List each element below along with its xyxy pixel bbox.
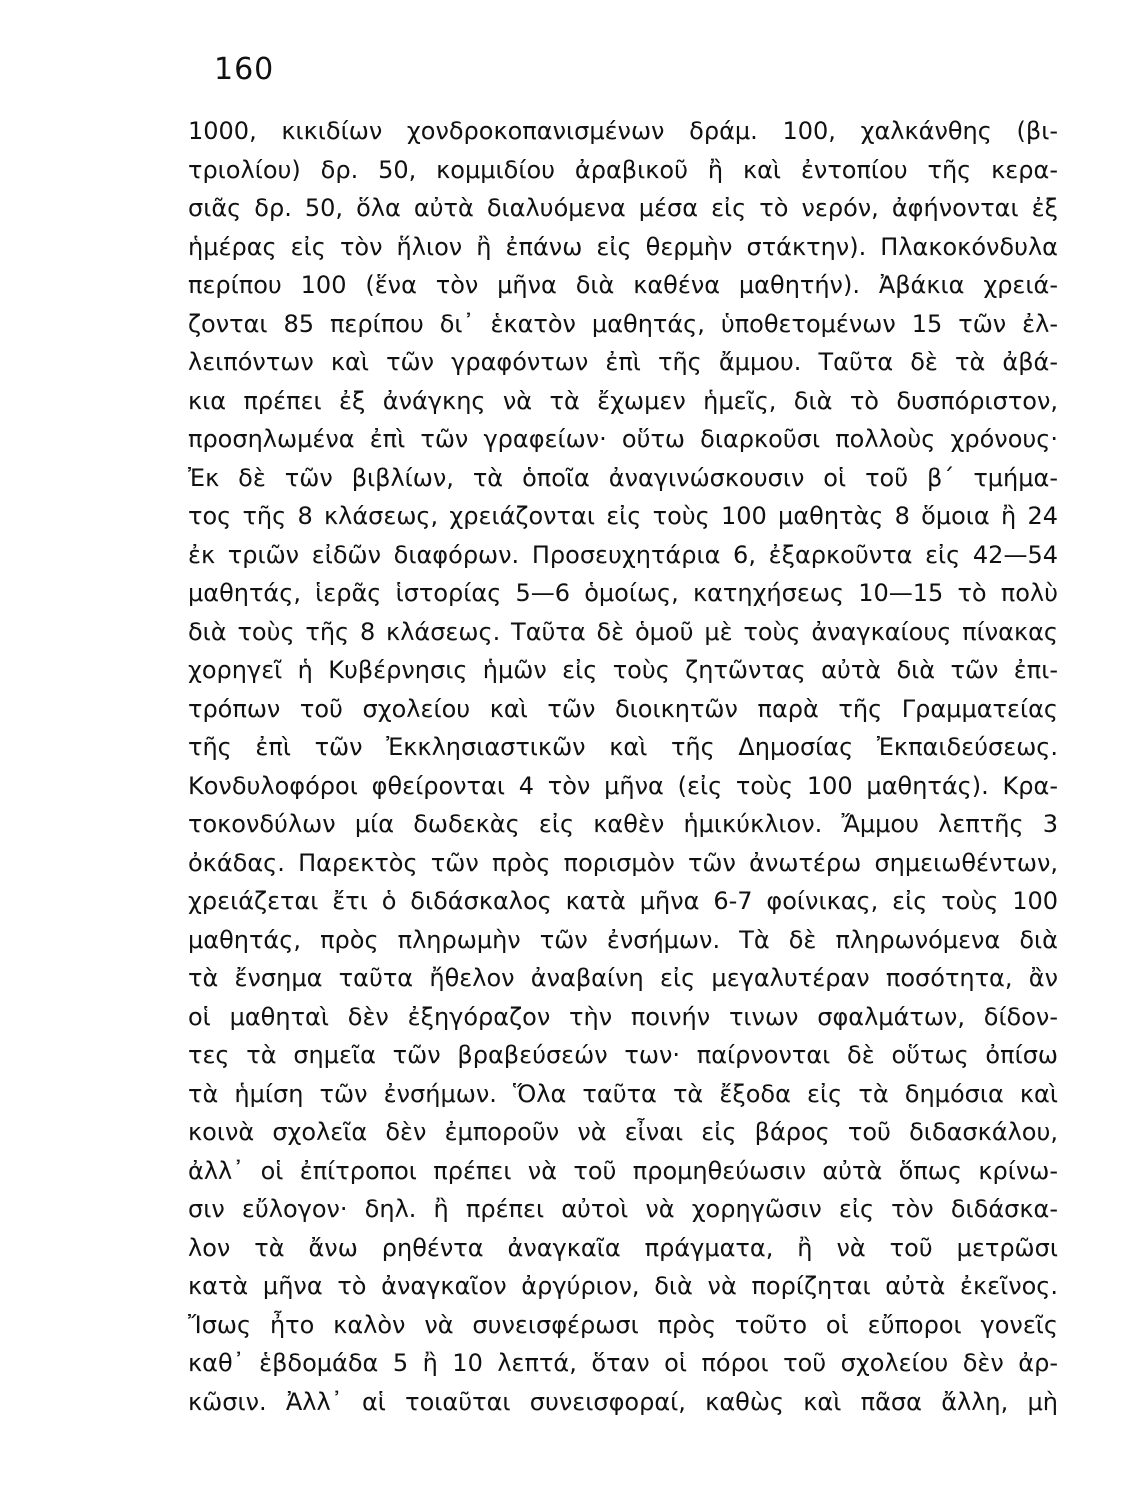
text-line: προσηλωμένα ἐπὶ τῶν γραφείων· οὕτω διαρκοῦσι πολλοὺς χρόνους·: [188, 425, 1058, 453]
text-line: ἡμέρας εἰς τὸν ἥλιον ἢ ἐπάνω εἰς θερμὴν στάκτην). Πλακοκόνδυλα: [188, 232, 1058, 261]
text-line: τριολίου) δρ. 50, κομμιδίου ἀραβικοῦ ἢ καὶ ἐντοπίου τῆς κερα-: [188, 155, 1058, 184]
text-line: Ἐκ δὲ τῶν βιβλίων, τὰ ὁποῖα ἀναγινώσκουσιν οἱ τοῦ β΄ τμήμα-: [188, 463, 1058, 492]
body-text: [188, 112, 1058, 1421]
text-line: κατὰ μῆνα τὸ ἀναγκαῖον ἀργύριον, διὰ νὰ πορίζηται αὐτὰ ἐκεῖνος.: [188, 1272, 1058, 1300]
text-line: κοινὰ σχολεῖα δὲν ἐμποροῦν νὰ εἶναι εἰς βάρος τοῦ διδασκάλου,: [188, 1118, 1058, 1146]
text-line: χορηγεῖ ἡ Κυβέρνησις ἡμῶν εἰς τοὺς ζητῶντας αὐτὰ διὰ τῶν ἐπι-: [188, 656, 1058, 684]
text-line: λειπόντων καὶ τῶν γραφόντων ἐπὶ τῆς ἄμμου. Ταῦτα δὲ τὰ ἀβά-: [188, 348, 1058, 376]
text-line: χρειάζεται ἔτι ὁ διδάσκαλος κατὰ μῆνα 6-7 φοίνικας, εἰς τοὺς 100: [188, 887, 1058, 915]
text-line: κῶσιν. Ἀλλ᾽ αἱ τοιαῦται συνεισφοραί, καθὼς καὶ πᾶσα ἄλλη, μὴ: [188, 1387, 1058, 1416]
page-number: 160: [214, 52, 275, 87]
text-line: μαθητάς, πρὸς πληρωμὴν τῶν ἐνσήμων. Τὰ δὲ πληρωνόμενα διὰ: [188, 925, 1058, 954]
text-line: οἱ μαθηταὶ δὲν ἐξηγόραζον τὴν ποινήν τινων σφαλμάτων, δίδον-: [188, 1002, 1058, 1031]
text-line: ζονται 85 περίπου δι᾽ ἑκατὸν μαθητάς, ὑποθετομένων 15 τῶν ἐλ-: [188, 309, 1058, 338]
text-line: τες τὰ σημεῖα τῶν βραβεύσεών των· παίρνονται δὲ οὕτως ὀπίσω: [188, 1041, 1058, 1069]
text-line: κια πρέπει ἐξ ἀνάγκης νὰ τὰ ἔχωμεν ἡμεῖς, διὰ τὸ δυσπόριστον,: [188, 386, 1058, 415]
text-line: μαθητάς, ἱερᾶς ἱστορίας 5—6 ὁμοίως, κατηχήσεως 10—15 τὸ πολὺ: [188, 579, 1058, 607]
text-line: Κονδυλοφόροι φθείρονται 4 τὸν μῆνα (εἰς τοὺς 100 μαθητάς). Κρα-: [188, 771, 1058, 800]
text-line: ἀλλ᾽ οἱ ἐπίτροποι πρέπει νὰ τοῦ προμηθεύωσιν αὐτὰ ὅπως κρίνω-: [188, 1156, 1058, 1185]
text-line: τοκονδύλων μία δωδεκὰς εἰς καθὲν ἡμικύκλιον. Ἄμμου λεπτῆς 3: [188, 810, 1058, 838]
text-line: τρόπων τοῦ σχολείου καὶ τῶν διοικητῶν παρὰ τῆς Γραμματείας: [188, 694, 1058, 723]
text-line: καθ᾽ ἑβδομάδα 5 ἢ 10 λεπτά, ὅταν οἱ πόροι τοῦ σχολείου δὲν ἀρ-: [188, 1349, 1058, 1377]
text-line: περίπου 100 (ἕνα τὸν μῆνα διὰ καθένα μαθητήν). Ἀβάκια χρειά-: [188, 271, 1058, 299]
text-line: 1000, κικιδίων χονδροκοπανισμένων δράμ. 100, χαλκάνθης (βι-: [188, 117, 1058, 145]
text-line: τῆς ἐπὶ τῶν Ἐκκλησιαστικῶν καὶ τῆς Δημοσίας Ἐκπαιδεύσεως.: [188, 733, 1058, 761]
text-line: ἐκ τριῶν εἰδῶν διαφόρων. Προσευχητάρια 6, ἐξαρκοῦντα εἰς 42—54: [188, 540, 1058, 569]
text-line: τὰ ἔνσημα ταῦτα ἤθελον ἀναβαίνη εἰς μεγαλυτέραν ποσότητα, ἂν: [188, 964, 1058, 992]
text-line: τος τῆς 8 κλάσεως, χρειάζονται εἰς τοὺς 100 μαθητὰς 8 ὅμοια ἢ 24: [188, 502, 1058, 530]
text-line: τὰ ἡμίση τῶν ἐνσήμων. Ὅλα ταῦτα τὰ ἔξοδα εἰς τὰ δημόσια καὶ: [188, 1079, 1058, 1108]
text-line: ὀκάδας. Παρεκτὸς τῶν πρὸς πορισμὸν τῶν ἀνωτέρω σημειωθέντων,: [188, 848, 1058, 877]
text-line: διὰ τοὺς τῆς 8 κλάσεως. Ταῦτα δὲ ὁμοῦ μὲ τοὺς ἀναγκαίους πίνακας: [188, 617, 1058, 646]
text-line: λον τὰ ἄνω ρηθέντα ἀναγκαῖα πράγματα, ἢ νὰ τοῦ μετρῶσι: [188, 1233, 1058, 1262]
text-line: Ἴσως ἦτο καλὸν νὰ συνεισφέρωσι πρὸς τοῦτο οἱ εὔποροι γονεῖς: [188, 1310, 1058, 1339]
text-line: σιν εὔλογον· δηλ. ἢ πρέπει αὐτοὶ νὰ χορηγῶσιν εἰς τὸν διδάσκα-: [188, 1195, 1058, 1223]
text-line: σιᾶς δρ. 50, ὅλα αὐτὰ διαλυόμενα μέσα εἰς τὸ νερόν, ἀφήνονται ἐξ: [188, 194, 1058, 222]
